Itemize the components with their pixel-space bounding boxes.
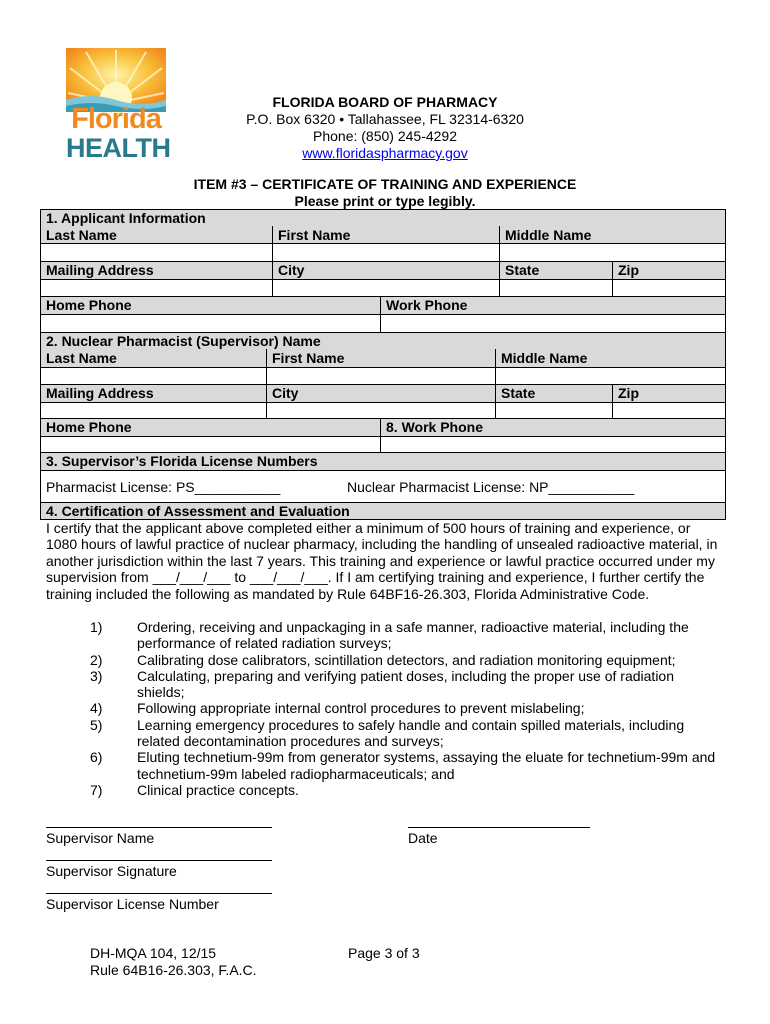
s2-zip-label: Zip	[618, 385, 639, 401]
s2-work-phone-field[interactable]	[381, 437, 725, 452]
list-item	[46, 700, 722, 716]
list-item-number: 1)	[90, 619, 103, 635]
s4-heading: 4. Certification of Assessment and Evaluation	[46, 503, 350, 519]
s1-first-name-field[interactable]	[273, 244, 499, 261]
s1-home-phone-label: Home Phone	[46, 297, 132, 313]
item-title-block	[140, 176, 630, 210]
list-item	[46, 782, 722, 798]
s2-home-phone-field[interactable]	[41, 437, 380, 452]
training-list	[46, 619, 722, 798]
footer-form-id: DH-MQA 104, 12/15	[90, 945, 217, 961]
s1-phone-shade	[40, 296, 726, 314]
s2-state-label: State	[501, 385, 536, 401]
s2-mailing-address-label: Mailing Address	[46, 385, 154, 401]
s2-mailing-address-field[interactable]	[41, 403, 266, 418]
s1-work-phone-label: Work Phone	[386, 297, 468, 313]
date-line[interactable]	[408, 827, 590, 828]
supervisor-license-line[interactable]	[46, 893, 272, 894]
list-item-number: 5)	[90, 716, 103, 733]
list-item-text: Eluting technetium-99m from generator systems, assaying the eluate for technetium-99m and technetium-99m labeled radiopharmaceuticals; and	[137, 749, 716, 782]
s2-state-field[interactable]	[496, 403, 612, 418]
logo-word-florida: Florida	[71, 103, 161, 135]
supervisor-signature-line[interactable]	[46, 860, 272, 861]
list-item-text: Learning emergency procedures to safely handle and contain spilled materials, including related decontamination procedures and surveys;	[137, 716, 685, 750]
s1-zip-label: Zip	[618, 262, 639, 278]
s1-home-phone-field[interactable]	[41, 315, 380, 332]
s2-first-name-field[interactable]	[267, 368, 495, 384]
pharmacist-license-field[interactable]: Pharmacist License: PS___________	[46, 479, 281, 495]
list-item-text: Calculating, preparing and verifying patient doses, including the proper use of radiation shields;	[137, 667, 675, 701]
board-title: FLORIDA BOARD OF PHARMACY	[272, 94, 498, 110]
s2-last-name-label: Last Name	[46, 350, 117, 366]
s1-state-field[interactable]	[500, 280, 612, 296]
florida-health-logo	[66, 48, 171, 163]
s1-middle-name-label: Middle Name	[505, 227, 592, 243]
supervisor-license-label: Supervisor License Number	[46, 896, 219, 912]
s2-home-phone-label: Home Phone	[46, 419, 132, 435]
list-item	[46, 717, 722, 750]
item-subtitle: Please print or type legibly.	[294, 193, 476, 209]
s1-last-name-field[interactable]	[41, 244, 272, 261]
s2-zip-field[interactable]	[613, 403, 725, 418]
board-header	[200, 94, 570, 162]
s1-last-name-label: Last Name	[46, 227, 117, 243]
s2-middle-name-label: Middle Name	[501, 350, 588, 366]
s3-heading: 3. Supervisor’s Florida License Numbers	[46, 453, 318, 469]
board-phone: Phone: (850) 245-4292	[313, 128, 457, 144]
list-item	[46, 619, 722, 652]
list-item-number: 4)	[90, 700, 103, 717]
s2-city-field[interactable]	[267, 403, 495, 418]
supervisor-name-label: Supervisor Name	[46, 830, 155, 846]
list-item	[46, 652, 722, 668]
s1-middle-name-field[interactable]	[500, 244, 725, 261]
logo-word-health: HEALTH	[66, 133, 171, 163]
date-label: Date	[408, 830, 438, 846]
s1-mailing-address-label: Mailing Address	[46, 262, 154, 278]
footer-rule: Rule 64B16-26.303, F.A.C.	[90, 962, 257, 978]
s1-state-label: State	[505, 262, 540, 278]
s2-city-label: City	[272, 385, 299, 401]
list-item-text: Calibrating dose calibrators, scintillation detectors, and radiation monitoring equipment;	[137, 651, 676, 668]
supervisor-signature-label: Supervisor Signature	[46, 863, 177, 879]
list-item	[46, 668, 722, 701]
s2-middle-name-field[interactable]	[496, 368, 725, 384]
s2-last-name-field[interactable]	[41, 368, 266, 384]
s1-work-phone-field[interactable]	[381, 315, 725, 332]
s1-mailing-address-field[interactable]	[41, 280, 272, 296]
list-item-number: 2)	[90, 651, 103, 668]
s2-work-phone-label: 8. Work Phone	[386, 419, 483, 435]
s2-first-name-label: First Name	[272, 350, 345, 366]
s2-heading: 2. Nuclear Pharmacist (Supervisor) Name	[46, 333, 321, 349]
s1-zip-field[interactable]	[613, 280, 725, 296]
list-item	[46, 749, 722, 782]
list-item-number: 6)	[90, 749, 103, 766]
item-title: ITEM #3 – CERTIFICATE OF TRAINING AND EXPERIENCE	[193, 176, 577, 192]
nuclear-license-field[interactable]: Nuclear Pharmacist License: NP___________	[347, 479, 635, 495]
footer-page-number: Page 3 of 3	[348, 945, 420, 961]
s1-heading: 1. Applicant Information	[46, 210, 206, 226]
board-website-link[interactable]: www.floridaspharmacy.gov	[302, 145, 468, 161]
certification-text: I certify that the applicant above completed either a minimum of 500 hours of training and experience, or 1080 hours of lawful practice of nuclear pharmacy, including the handling of unsealed radioactive material, in another jurisdiction within the last 7 years. This training and experience or lawful practice occurred under my supervision from ___/___/___ to ___/___/___. If I am certifying training and experience, I further certify the training included the following as mandated by Rule 64BF16-26.303, Florida Administrative Code.	[46, 520, 718, 602]
list-item-text: Following appropriate internal control procedures to prevent mislabeling;	[137, 700, 585, 717]
s1-city-label: City	[278, 262, 305, 278]
list-item-text: Ordering, receiving and unpackaging in a safe manner, radioactive material, including the performance of related radiation surveys;	[137, 619, 689, 652]
list-item-text: Clinical practice concepts.	[137, 781, 299, 798]
board-address: P.O. Box 6320 • Tallahassee, FL 32314-6320	[246, 111, 524, 127]
list-item-number: 7)	[90, 781, 103, 798]
s1-city-field[interactable]	[273, 280, 499, 296]
supervisor-name-line[interactable]	[46, 827, 272, 828]
s1-first-name-label: First Name	[278, 227, 351, 243]
s2-phone-shade	[40, 418, 726, 436]
list-item-number: 3)	[90, 667, 103, 684]
